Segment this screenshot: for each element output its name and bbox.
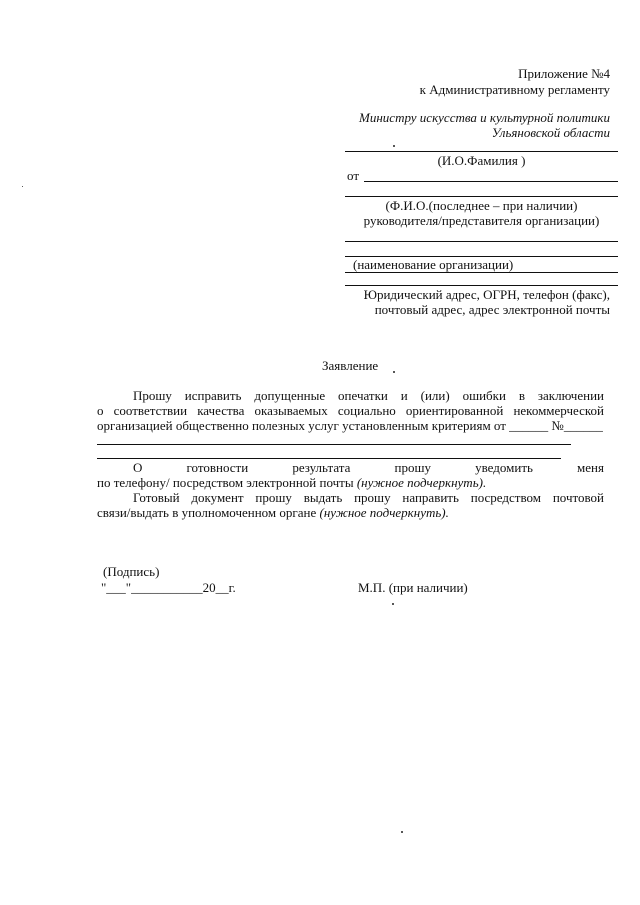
address-underline <box>345 285 618 286</box>
paragraph-1-line-3: организацией общественно полезных услуг установленным критериям от ______ №______ <box>97 418 603 433</box>
scan-speck <box>401 831 403 833</box>
notification-options: по телефону/ посредством электронной почты <box>97 475 354 490</box>
addressee-line-2: Ульяновской области <box>491 125 610 140</box>
blank-line-1 <box>97 444 571 445</box>
underline-hint: (нужное подчеркнуть). <box>319 505 449 520</box>
signature-caption: (Подпись) <box>103 564 160 579</box>
stamp-label: М.П. (при наличии) <box>358 580 468 595</box>
paragraph-3-line-1: Готовый документ прошу выдать прошу направить посредством почтовой <box>133 490 604 505</box>
paragraph-2-line-1: О готовности результата прошу уведомить меня <box>133 460 604 475</box>
from-label: от <box>347 168 360 183</box>
fio-caption: (Ф.И.О.(последнее – при наличии) <box>385 198 578 213</box>
appendix-number: Приложение №4 <box>518 66 610 81</box>
scan-speck <box>393 371 395 373</box>
scan-speck <box>392 603 394 605</box>
scan-speck <box>22 186 23 187</box>
paragraph-1-line-2: о соответствии качества оказываемых социально ориентированной некоммерческой <box>97 403 604 418</box>
fio-underline <box>345 196 618 197</box>
paragraph-3-line-2 <box>97 505 449 521</box>
from-underline <box>364 181 618 182</box>
org-line-1 <box>345 241 618 242</box>
blank-line-2 <box>97 458 561 459</box>
regulation-reference: к Административному регламенту <box>419 82 610 97</box>
name-caption: (И.О.Фамилия ) <box>437 153 526 168</box>
fio-caption-2: руководителя/представителя организации) <box>363 213 600 228</box>
document-title: Заявление <box>322 358 379 373</box>
address-line-2: почтовый адрес, адрес электронной почты <box>374 302 610 317</box>
paragraph-2-line-2 <box>97 475 486 491</box>
org-caption: (наименование организации) <box>353 257 514 272</box>
address-line-1: Юридический адрес, ОГРН, телефон (факс), <box>363 287 610 302</box>
delivery-options: связи/выдать в уполномоченном органе <box>97 505 317 520</box>
date-line: "___"___________20__г. <box>101 580 236 595</box>
addressee-line-1: Министру искусства и культурной политики <box>359 110 610 125</box>
org-line-3 <box>345 272 618 273</box>
scan-speck <box>393 145 395 147</box>
name-underline <box>345 151 618 152</box>
underline-hint: (нужное подчеркнуть). <box>356 475 487 490</box>
paragraph-1-line-1: Прошу исправить допущенные опечатки и (или) ошибки в заключении <box>133 388 604 403</box>
